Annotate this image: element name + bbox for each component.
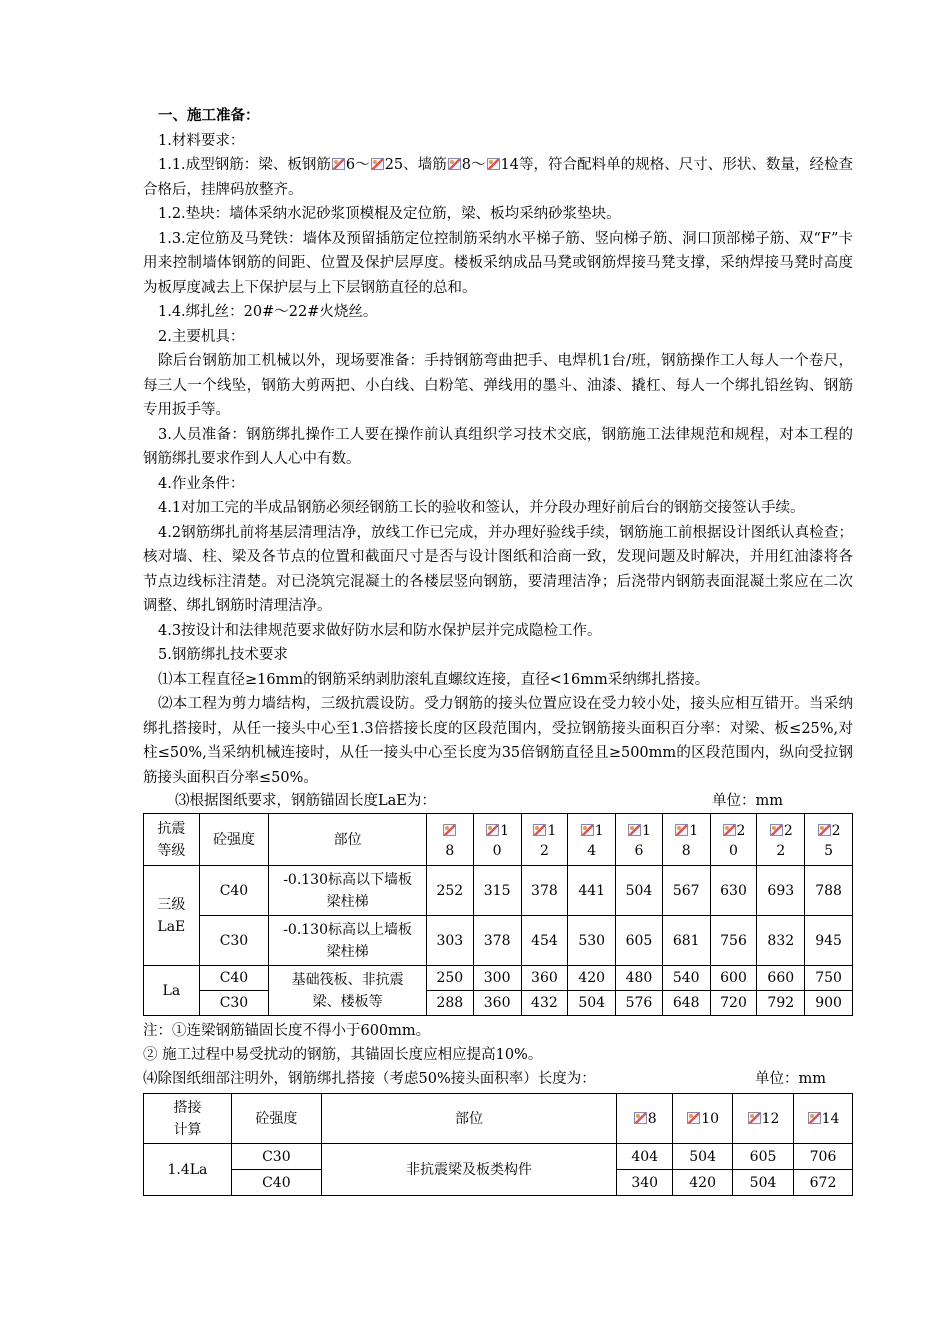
para-5-1: ⑴本工程直径≥16mm的钢筋采纳剥肋滚轧直螺纹连接，直径<16mm采纳绑扎搭接。: [158, 671, 710, 688]
value-cell: 504: [733, 1170, 794, 1196]
header-part: 部位: [269, 814, 427, 866]
diam-header: 14: [794, 1094, 853, 1144]
para-3: 3.人员准备：钢筋绑扎操作工人要在操作前认真组织学习技术交底，钢筋施工法律规范和规程，对本工程的钢筋绑扎要求作到人人心中有数。: [143, 426, 853, 467]
value-cell: 420: [568, 966, 616, 991]
para-4-1: 4.1对加工完的半成品钢筋必须经钢筋工长的验收和签认，并分段办理好前后台的钢筋交接签认手续。: [158, 500, 805, 516]
value-cell: 360: [473, 991, 521, 1016]
table1-header-row: [144, 814, 853, 866]
tools-heading: 2.主要机具：: [158, 328, 245, 345]
header-calc: 搭接 计算: [144, 1094, 232, 1144]
tools-body: 除后台钢筋加工机械以外，现场要准备：手持钢筋弯曲把手、电焊机1台/班，钢筋操作工人每人一个卷尺，每三人一个线坠，钢筋大剪两把、小白线、白粉笔、弹线用的墨斗、油漆、撬杠、每人一个绑扎铅丝钩、钢筋专用扳手等。: [143, 353, 853, 418]
value-cell: 576: [616, 991, 663, 1016]
concrete-cell: C30: [199, 991, 269, 1016]
value-cell: 681: [662, 916, 710, 966]
value-cell: 504: [568, 991, 616, 1016]
part-cell: -0.130标高以下墙板 梁柱梯: [269, 866, 427, 916]
conditions-heading: 4.作业条件：: [158, 475, 245, 492]
table-row: [144, 991, 853, 1016]
rebar-symbol-icon: [770, 824, 783, 836]
diam-header: 12: [733, 1094, 794, 1144]
value-cell: 420: [673, 1170, 733, 1196]
para-1-3: 1.3.定位筋及马凳铁：墙体及预留插筋定位控制筋采纳水平梯子筋、竖向梯子筋、洞口顶部梯子筋、双“F”卡用来控制墙体钢筋的间距、位置及保护层厚度。楼板采纳成品马凳或钢筋焊接马凳支撑，采纳焊接马凳时高度为板厚度减去上下保护层与上下层钢筋直径的总和。: [143, 230, 853, 296]
para-1-1: 1.1.成型钢筋：梁、板钢筋 6～ 25、墙筋 8～ 14等，符合配料单的规格、尺寸、形状、数量，经检查合格后，挂牌码放整齐。: [143, 157, 854, 198]
value-cell: 788: [805, 866, 853, 916]
part-cell: 非抗震梁及板类构件: [321, 1144, 616, 1196]
para-1-2: 1.2.垫块：墙体采纳水泥砂浆顶模棍及定位筋，梁、板均采纳砂浆垫块。: [158, 206, 621, 222]
diam-header: 8: [617, 1094, 673, 1144]
table2-unit: 单位：mm: [755, 1071, 826, 1087]
table2-caption: [143, 1067, 853, 1091]
value-cell: 480: [616, 966, 663, 991]
rebar-symbol-icon: [487, 158, 500, 170]
value-cell: 303: [426, 916, 473, 966]
value-cell: 706: [794, 1144, 853, 1170]
table-row: [144, 916, 853, 966]
header-grade: 抗震 等级: [144, 814, 200, 866]
note-1: 注：①连梁钢筋锚固长度不得小于600mm。: [143, 1023, 431, 1039]
header-part: 部位: [321, 1094, 616, 1144]
diam-header: 10: [673, 1094, 733, 1144]
table2-header-row: [144, 1094, 853, 1144]
value-cell: 530: [568, 916, 616, 966]
rebar-symbol-icon: [687, 1112, 700, 1124]
rebar-symbol-icon: [808, 1112, 821, 1124]
diam-header: 1 4: [568, 814, 616, 866]
value-cell: 441: [568, 866, 616, 916]
value-cell: 252: [426, 866, 473, 916]
value-cell: 504: [673, 1144, 733, 1170]
rebar-symbol-icon: [371, 158, 384, 170]
value-cell: 605: [733, 1144, 794, 1170]
rebar-symbol-icon: [628, 824, 641, 836]
concrete-cell: C40: [199, 966, 269, 991]
rebar-symbol-icon: [486, 824, 499, 836]
table1-title: ⑶根据图纸要求，钢筋锚固长度LaE为：: [175, 793, 436, 809]
lap-length-table: [143, 1093, 853, 1196]
value-cell: 288: [426, 991, 473, 1016]
diam-header: 8: [426, 814, 473, 866]
para-5-2: ⑵本工程为剪力墙结构，三级抗震设防。受力钢筋的接头位置应设在受力较小处，接头应相互错开。当采纳绑扎搭接时，从任一接头中心至1.3倍搭接长度的区段范围内，受拉钢筋接头面积百分率：对梁、板≤25%,对柱≤50%,当采纳机械连接时，从任一接头中心至长度为35倍钢筋直径且≥500mm的区段范围内，纵向受拉钢筋接头面积百分率≤50%。: [143, 696, 853, 786]
table2-title: ⑷除图纸细部注明外，钢筋绑扎搭接（考虑50%接头面积率）长度为：: [143, 1071, 596, 1087]
value-cell: 792: [757, 991, 805, 1016]
value-cell: 360: [521, 966, 568, 991]
table1-unit: 单位：mm: [712, 793, 783, 809]
diam-header: 1 8: [662, 814, 710, 866]
para-4-2: 4.2钢筋绑扎前将基层清理洁净，放线工作已完成，并办理好验线手续，钢筋施工前根据设计图纸认真检查；核对墙、柱、梁及各节点的位置和截面尺寸是否与设计图纸和洽商一致，发现问题及时解决，并用红油漆将各节点边线标注清楚。对已浇筑完混凝土的各楼层竖向钢筋，要清理洁净；后浇带内钢筋表面混凝土浆应在二次调整、绑扎钢筋时清理洁净。: [143, 524, 853, 614]
value-cell: 660: [757, 966, 805, 991]
rebar-symbol-icon: [533, 824, 546, 836]
rebar-symbol-icon: [723, 824, 736, 836]
diam-header: 1 2: [521, 814, 568, 866]
rebar-symbol-icon: [448, 158, 461, 170]
value-cell: 378: [521, 866, 568, 916]
part-cell: -0.130标高以上墙板 梁柱梯: [269, 916, 427, 966]
value-cell: 340: [617, 1170, 673, 1196]
para-1-4: 1.4.绑扎丝：20#～22#火烧丝。: [158, 304, 378, 320]
value-cell: 672: [794, 1170, 853, 1196]
diam-header: 2 2: [757, 814, 805, 866]
value-cell: 432: [521, 991, 568, 1016]
value-cell: 504: [616, 866, 663, 916]
value-cell: 605: [616, 916, 663, 966]
value-cell: 693: [757, 866, 805, 916]
value-cell: 378: [473, 916, 521, 966]
rebar-symbol-icon: [748, 1112, 761, 1124]
tech-heading: 5.钢筋绑扎技术要求: [158, 647, 288, 663]
value-cell: 750: [805, 966, 853, 991]
diam-header: 2 5: [805, 814, 853, 866]
para-4-3: 4.3按设计和法律规范要求做好防水层和防水保护层并完成隐检工作。: [158, 622, 602, 639]
concrete-cell: C40: [231, 1170, 321, 1196]
value-cell: 600: [710, 966, 757, 991]
rebar-symbol-icon: [818, 824, 831, 836]
diam-header: 1 0: [473, 814, 521, 866]
table1-caption: [143, 790, 853, 812]
rebar-symbol-icon: [443, 824, 456, 836]
table-row: [144, 966, 853, 991]
value-cell: 404: [617, 1144, 673, 1170]
value-cell: 648: [662, 991, 710, 1016]
value-cell: 630: [710, 866, 757, 916]
value-cell: 945: [805, 916, 853, 966]
value-cell: 900: [805, 991, 853, 1016]
lap-label: 1.4La: [144, 1144, 232, 1196]
concrete-cell: C30: [199, 916, 269, 966]
value-cell: 567: [662, 866, 710, 916]
value-cell: 720: [710, 991, 757, 1016]
table-row: [144, 866, 853, 916]
anchorage-table: [143, 813, 853, 1016]
materials-heading: 1.材料要求：: [158, 132, 245, 149]
header-concrete: 砼强度: [199, 814, 269, 866]
section-heading: 一、施工准备：: [158, 107, 260, 124]
rebar-symbol-icon: [675, 824, 688, 836]
value-cell: 454: [521, 916, 568, 966]
document-page: [143, 104, 853, 1196]
note-2: ② 施工过程中易受扰动的钢筋，其锚固长度应相应提高10%。: [143, 1047, 543, 1063]
value-cell: 540: [662, 966, 710, 991]
value-cell: 315: [473, 866, 521, 916]
diam-header: 2 0: [710, 814, 757, 866]
value-cell: 756: [710, 916, 757, 966]
rebar-symbol-icon: [332, 158, 345, 170]
diam-header: 1 6: [616, 814, 663, 866]
part-cell: 基础筏板、非抗震 梁、楼板等: [269, 966, 427, 1016]
value-cell: 832: [757, 916, 805, 966]
header-concrete: 砼强度: [231, 1094, 321, 1144]
rebar-symbol-icon: [581, 824, 594, 836]
table-row: [144, 1144, 853, 1170]
concrete-cell: C30: [231, 1144, 321, 1170]
la-label: La: [144, 966, 200, 1016]
value-cell: 300: [473, 966, 521, 991]
concrete-cell: C40: [199, 866, 269, 916]
value-cell: 250: [426, 966, 473, 991]
laE-label: 三级 LaE: [144, 866, 200, 966]
rebar-symbol-icon: [634, 1112, 647, 1124]
